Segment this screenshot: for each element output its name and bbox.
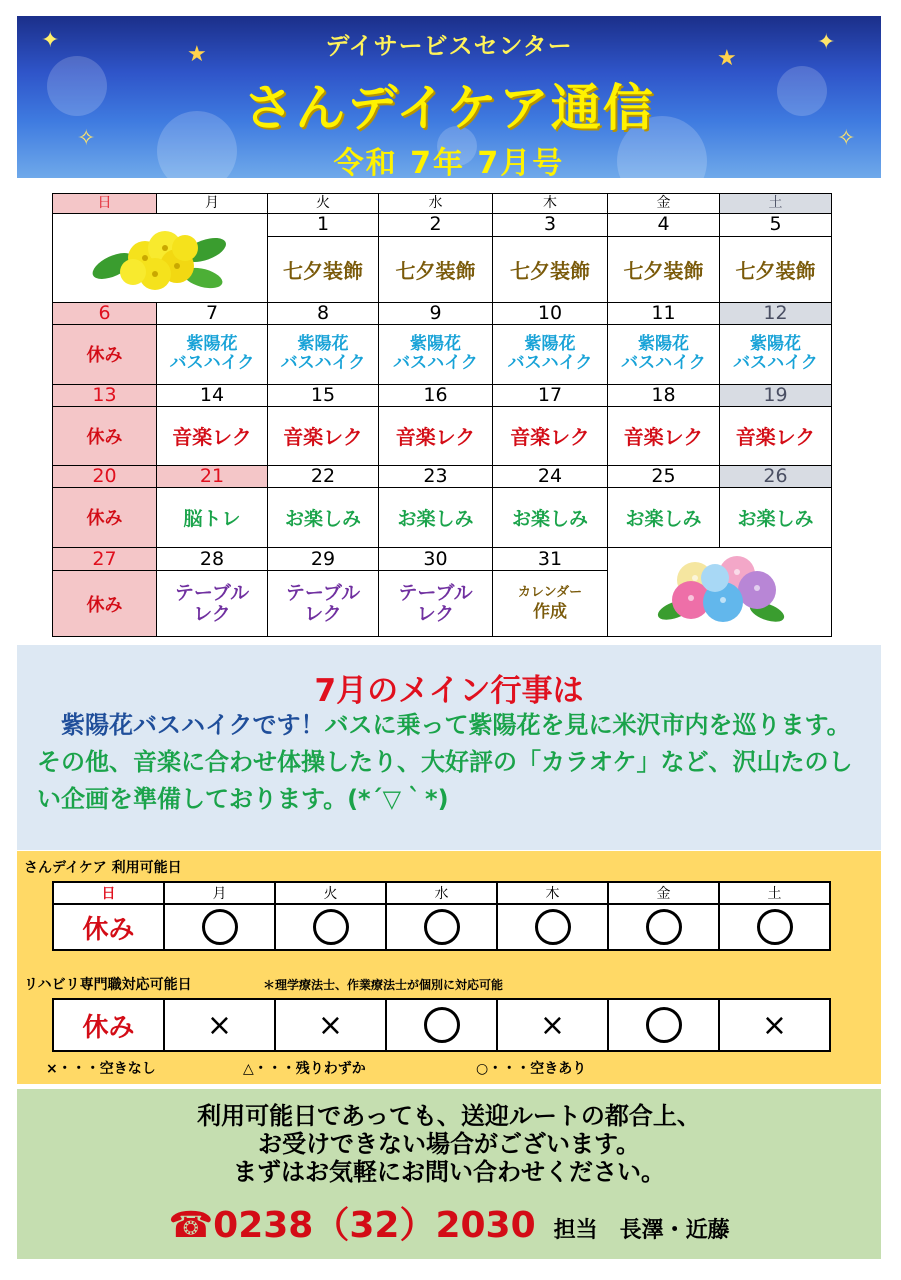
date-26: 26 [720, 465, 832, 487]
phone-number[interactable]: ☎0238（32）2030 [168, 1205, 536, 1246]
date-13: 13 [53, 385, 157, 407]
cross-mark: × [317, 1007, 344, 1043]
event-fun: お楽しみ [379, 487, 493, 548]
rehab-label: リハビリ専門職対応可能日 [24, 977, 192, 993]
event-bus-hike [720, 324, 832, 385]
cross-mark: × [539, 1007, 566, 1043]
event-table-rec-line2: レク [304, 602, 342, 625]
date-25: 25 [608, 465, 720, 487]
date-12: 12 [720, 302, 832, 324]
date-23: 23 [379, 465, 493, 487]
event-calendar-line1: カレンダー [517, 585, 583, 601]
header-subtitle: デイサービスセンター [325, 32, 573, 60]
closed-mark: 休み [82, 1012, 135, 1043]
date-11: 11 [608, 302, 720, 324]
avail-thu-cell [497, 904, 608, 950]
date-3: 3 [493, 213, 608, 236]
event-table-rec-line1: テーブル [285, 581, 361, 604]
star-deco-icon: ★ [717, 46, 737, 71]
event-calendar-making [493, 571, 608, 637]
weekday-mon: 月 [157, 194, 268, 214]
avail-fri-cell [608, 904, 719, 950]
event-music: 音楽レク [157, 407, 268, 466]
rehab-table [52, 998, 831, 1052]
date-14: 14 [157, 385, 268, 407]
event-table-rec [157, 571, 268, 637]
star-deco-icon: ✦ [41, 28, 60, 53]
contact-line-3: まずはお気軽にお問い合わせください。 [233, 1158, 665, 1186]
event-music: 音楽レク [379, 407, 493, 466]
event-fun: お楽しみ [493, 487, 608, 548]
newsletter-title: さんデイケア通信 [243, 79, 655, 137]
event-bus-hike-line1: 紫陽花 [297, 334, 349, 355]
available-circle-icon [757, 909, 793, 945]
date-6: 6 [53, 302, 157, 324]
avail-day-wed: 水 [386, 882, 497, 904]
flower-illustration [53, 213, 268, 302]
available-circle-icon [424, 1007, 460, 1043]
yellow-flower-icon [85, 220, 235, 292]
star-deco-icon: ✧ [77, 126, 96, 151]
staff-names: 担当 長澤・近藤 [553, 1218, 730, 1243]
date-5: 5 [720, 213, 832, 236]
weekday-sat: 土 [720, 194, 832, 214]
monthly-calendar [52, 193, 832, 637]
available-circle-icon [424, 909, 460, 945]
available-circle-icon [646, 1007, 682, 1043]
date-30: 30 [379, 548, 493, 571]
event-table-rec-line2: レク [416, 602, 455, 625]
avail-tue-cell [275, 904, 386, 950]
event-table-rec-line1: テーブル [398, 581, 473, 604]
event-bus-hike [268, 324, 379, 385]
avail-day-thu: 木 [497, 882, 608, 904]
date-4: 4 [608, 213, 720, 236]
hydrangea-illustration [608, 548, 832, 637]
closed-label: 休み [53, 324, 157, 385]
avail-day-mon: 月 [164, 882, 275, 904]
date-10: 10 [493, 302, 608, 324]
rehab-mon-cell [164, 999, 275, 1051]
rehab-note: ＊理学療法士、作業療法士が個別に対応可能 [263, 978, 504, 992]
date-8: 8 [268, 302, 379, 324]
date-9: 9 [379, 302, 493, 324]
available-circle-icon [535, 909, 571, 945]
event-tanabata: 七夕装飾 [379, 236, 493, 302]
event-music: 音楽レク [608, 407, 720, 466]
event-bus-hike-line2: バスハイク [169, 353, 255, 374]
closed-mark: 休み [82, 914, 135, 945]
available-circle-icon [313, 909, 349, 945]
availability-marks-row [53, 904, 830, 950]
event-tanabata: 七夕装飾 [493, 236, 608, 302]
date-29: 29 [268, 548, 379, 571]
contact-box [17, 1089, 881, 1259]
event-bus-hike-line1: 紫陽花 [186, 334, 238, 355]
availability-days-row [53, 882, 830, 904]
avail-day-sun: 日 [53, 882, 164, 904]
event-bus-hike-line2: バスハイク [621, 353, 706, 374]
event-brain-training: 脳トレ [157, 487, 268, 548]
header-banner [17, 16, 881, 178]
weekday-fri: 金 [608, 194, 720, 214]
event-bus-hike-line1: 紫陽花 [410, 334, 461, 355]
event-bus-hike-line2: バスハイク [393, 353, 478, 374]
main-event-title: 7月のメイン行事は [314, 673, 584, 709]
rehab-thu-cell [497, 999, 608, 1051]
legend-open: ○・・・空きあり [476, 1061, 587, 1077]
avail-day-tue: 火 [275, 882, 386, 904]
event-music: 音楽レク [268, 407, 379, 466]
event-calendar-line2: 作成 [533, 602, 567, 623]
event-fun: お楽しみ [720, 487, 832, 548]
event-bus-hike-line1: 紫陽花 [524, 334, 576, 355]
date-31: 31 [493, 548, 608, 571]
date-15: 15 [268, 385, 379, 407]
main-event-body: バスに乗って紫陽花を見に米沢市内を巡ります。その他、音楽に合わせ体操したり、大好評の「カラオケ」など、沢山たのしい企画を準備しております。(*´▽｀*) [37, 711, 853, 813]
event-bus-hike [157, 324, 268, 385]
weekday-thu: 木 [493, 194, 608, 214]
main-event-highlight: 紫陽花バスハイクです！ [37, 711, 325, 739]
avail-day-sat: 土 [719, 882, 830, 904]
rehab-sat-cell [719, 999, 830, 1051]
event-music: 音楽レク [493, 407, 608, 466]
event-tanabata: 七夕装飾 [268, 236, 379, 302]
availability-table [52, 881, 831, 951]
event-fun: お楽しみ [608, 487, 720, 548]
avail-wed-cell [386, 904, 497, 950]
available-circle-icon [202, 909, 238, 945]
event-table-rec-line1: テーブル [174, 581, 250, 604]
contact-line-2: お受けできない場合がございます。 [257, 1130, 641, 1158]
rehab-sun-cell [53, 999, 164, 1051]
event-tanabata: 七夕装飾 [608, 236, 720, 302]
avail-sun-cell [53, 904, 164, 950]
event-bus-hike-line1: 紫陽花 [638, 334, 689, 355]
event-tanabata: 七夕装飾 [720, 236, 832, 302]
date-21-holiday: 21 [157, 465, 268, 487]
event-bus-hike-line2: バスハイク [507, 353, 593, 374]
weekday-sun: 日 [53, 194, 157, 214]
date-7: 7 [157, 302, 268, 324]
star-deco-icon: ✦ [817, 30, 836, 55]
avail-day-fri: 金 [608, 882, 719, 904]
event-bus-hike [493, 324, 608, 385]
rehab-tue-cell [275, 999, 386, 1051]
closed-label: 休み [53, 571, 157, 637]
cross-mark: × [761, 1007, 788, 1043]
event-table-rec [268, 571, 379, 637]
availability-label: さんデイケア 利用可能日 [24, 860, 182, 876]
legend-none: ×・・・空きなし [46, 1061, 156, 1077]
date-1: 1 [268, 213, 379, 236]
weekday-wed: 水 [379, 194, 493, 214]
contact-phone-row [17, 1197, 881, 1248]
main-event-text [37, 707, 861, 818]
event-bus-hike [608, 324, 720, 385]
closed-label: 休み [53, 487, 157, 548]
event-bus-hike [379, 324, 493, 385]
weekday-header-row [53, 194, 832, 214]
date-20: 20 [53, 465, 157, 487]
event-bus-hike-line2: バスハイク [280, 353, 366, 374]
date-22: 22 [268, 465, 379, 487]
date-16: 16 [379, 385, 493, 407]
star-deco-icon: ★ [187, 42, 207, 67]
date-2: 2 [379, 213, 493, 236]
date-24: 24 [493, 465, 608, 487]
main-event-box [17, 645, 881, 850]
avail-mon-cell [164, 904, 275, 950]
event-fun: お楽しみ [268, 487, 379, 548]
issue-label: 令和 7年 7月号 [333, 146, 565, 178]
avail-sat-cell [719, 904, 830, 950]
date-19: 19 [720, 385, 832, 407]
cross-mark: × [206, 1007, 233, 1043]
legend-few: △・・・残りわずか [243, 1061, 366, 1077]
weekday-tue: 火 [268, 194, 379, 214]
closed-label: 休み [53, 407, 157, 466]
event-table-rec-line2: レク [193, 602, 231, 625]
date-27: 27 [53, 548, 157, 571]
event-bus-hike-line2: バスハイク [733, 353, 818, 374]
event-bus-hike-line1: 紫陽花 [750, 334, 801, 355]
available-circle-icon [646, 909, 682, 945]
date-28: 28 [157, 548, 268, 571]
event-table-rec [379, 571, 493, 637]
star-deco-icon: ✧ [837, 126, 856, 151]
event-music: 音楽レク [720, 407, 832, 466]
rehab-wed-cell [386, 999, 497, 1051]
contact-line-1: 利用可能日であっても、送迎ルートの都合上、 [197, 1102, 701, 1130]
hydrangea-icon [645, 550, 795, 630]
date-17: 17 [493, 385, 608, 407]
rehab-fri-cell [608, 999, 719, 1051]
rehab-marks-row [53, 999, 830, 1051]
date-18: 18 [608, 385, 720, 407]
